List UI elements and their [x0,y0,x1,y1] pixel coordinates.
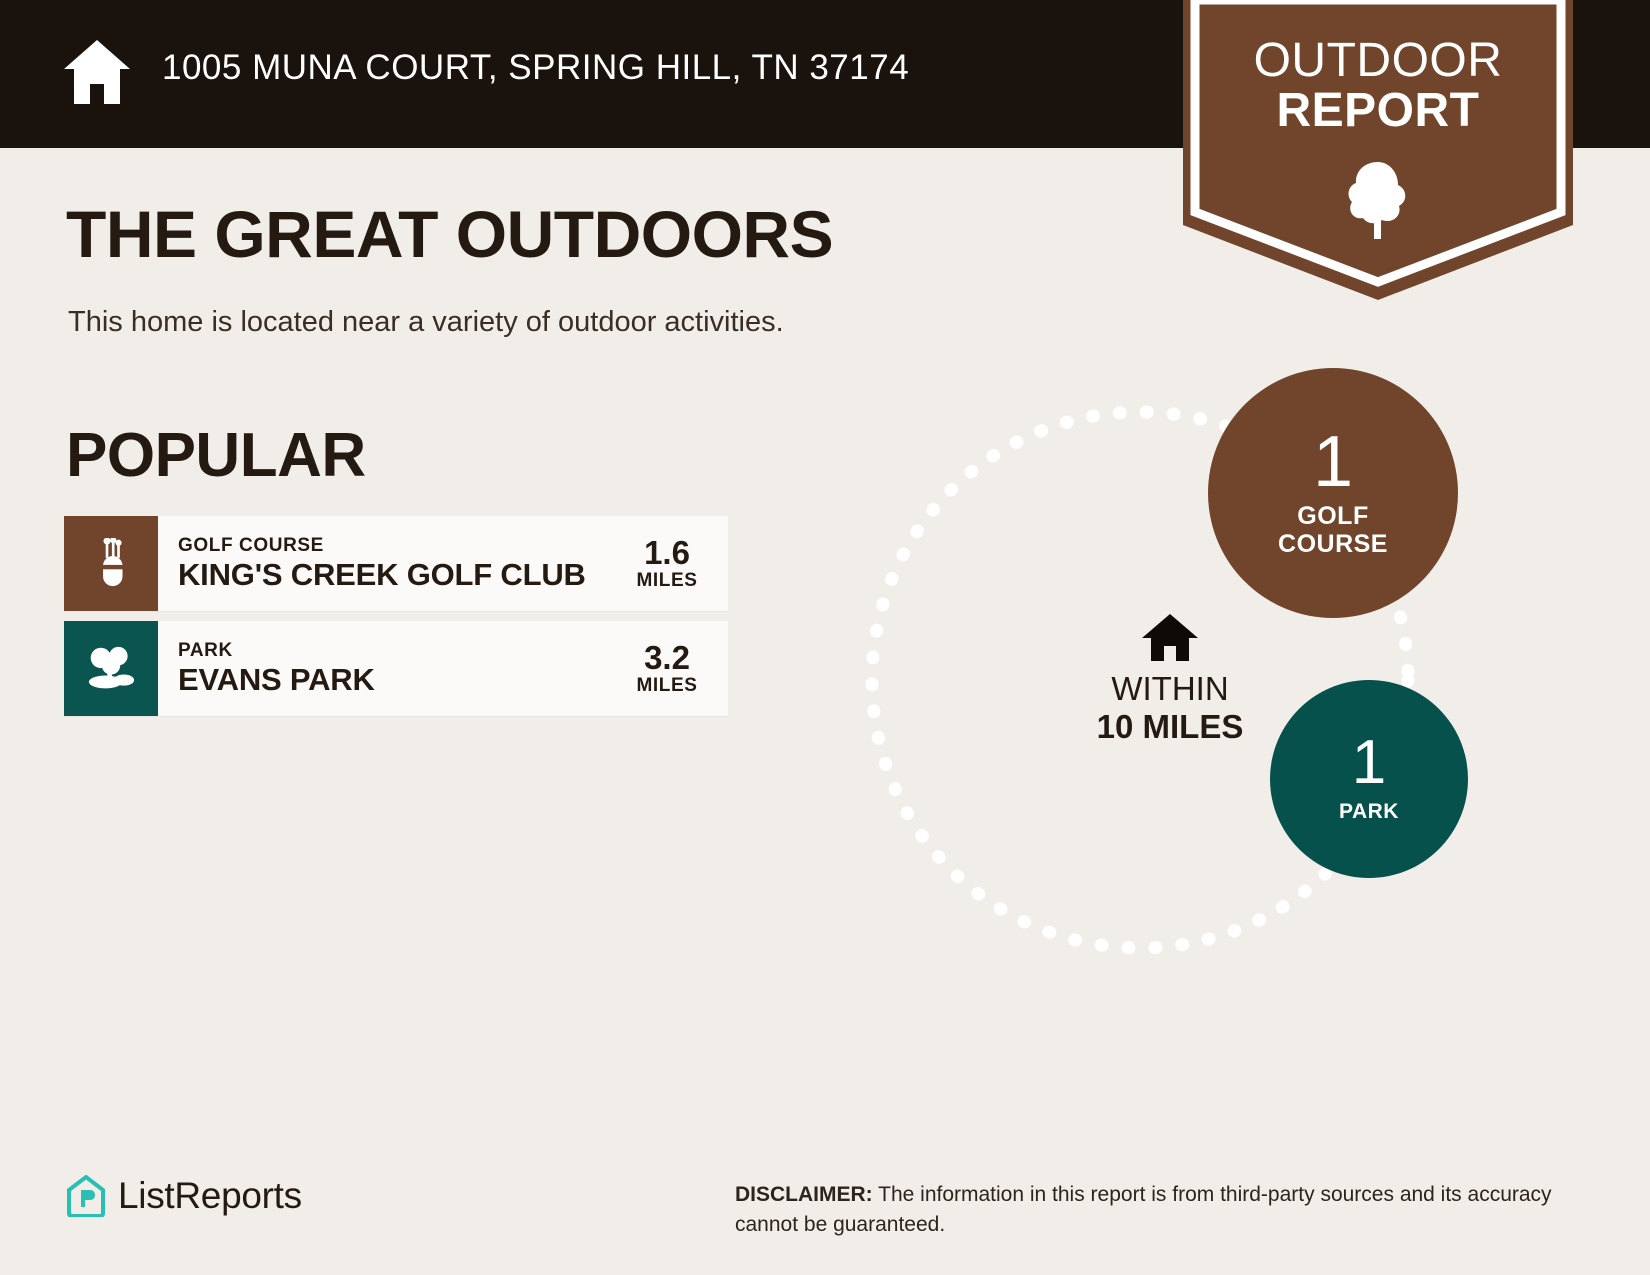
page-title: THE GREAT OUTDOORS [66,197,834,271]
bubble-park-label: PARK [1339,800,1399,823]
list-item-labels [178,535,586,593]
home-icon [62,36,132,108]
list-item[interactable] [64,621,728,716]
park-tree-icon [64,621,158,716]
golf-bag-icon [64,516,158,611]
listreports-logo-text: ListReports [118,1175,302,1216]
banner-title-line2: REPORT [1276,84,1480,137]
home-icon [1140,612,1200,664]
list-item-name: KING'S CREEK GOLF CLUB [178,556,586,592]
bubble-golf-course [1208,368,1458,618]
list-item-labels [178,640,375,698]
list-item-body [158,516,728,611]
banner-title-line1: OUTDOOR [1253,34,1503,87]
bubble-park-count: 1 [1351,728,1387,797]
diagram-center [1070,612,1270,746]
list-item-distance-value: 3.2 [644,638,690,676]
bubble-golf-label [1278,502,1388,558]
list-item-category: PARK [178,639,233,661]
list-item-distance-value: 1.6 [644,533,690,571]
bubble-golf-label-line2: COURSE [1278,530,1388,558]
list-item-distance-unit: MILES [636,674,698,696]
bubble-golf-label-line1: GOLF [1297,502,1369,530]
listreports-logo[interactable] [66,1175,302,1217]
disclaimer [735,1180,1575,1240]
proximity-diagram [860,350,1500,970]
list-item-name: EVANS PARK [178,661,375,697]
bubble-park [1270,680,1468,878]
page-subtitle: This home is located near a variety of outdoor activities. [68,306,784,338]
tree-icon [1342,160,1414,240]
banner-title [1183,36,1573,136]
disclaimer-label: DISCLAIMER: [735,1183,873,1206]
list-item[interactable] [64,516,728,611]
listreports-logo-icon [66,1175,106,1217]
list-item-distance [624,638,710,697]
section-title-popular: POPULAR [66,421,366,490]
popular-list [64,516,728,726]
list-item-body [158,621,728,716]
diagram-center-line2: 10 MILES [1096,708,1244,745]
property-address: 1005 MUNA COURT, SPRING HILL, TN 37174 [162,48,910,87]
bubble-golf-count: 1 [1312,422,1354,502]
diagram-center-line1: WITHIN [1111,670,1229,707]
list-item-distance [624,533,710,592]
list-item-distance-unit: MILES [636,569,698,591]
disclaimer-text: The information in this report is from third-party sources and its accuracy cannot be guaranteed. [735,1183,1552,1236]
list-item-category: GOLF COURSE [178,534,324,556]
